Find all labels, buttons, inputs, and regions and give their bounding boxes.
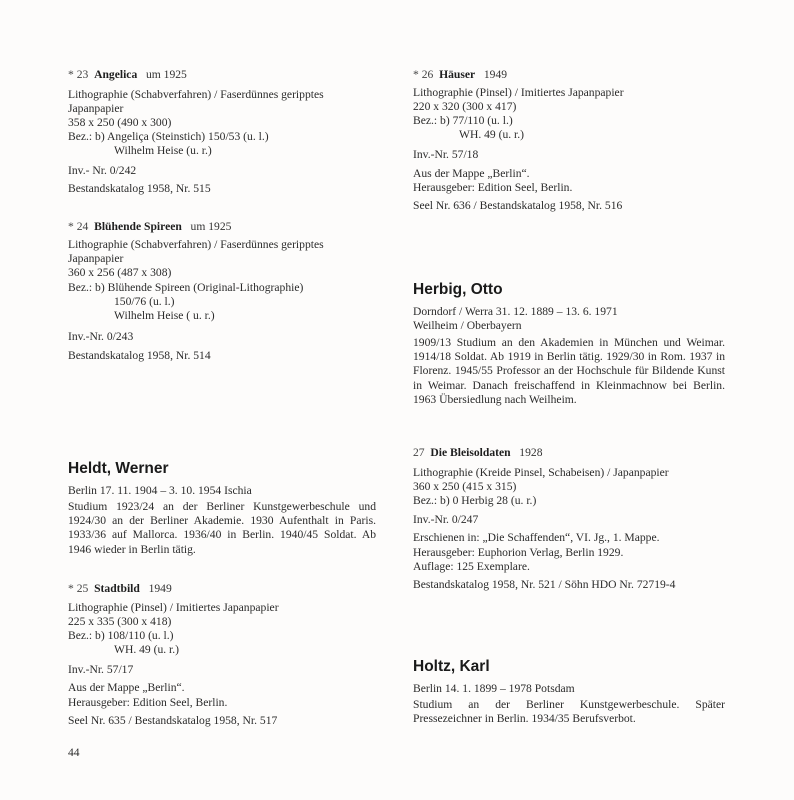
entry-26-catalog: Seel Nr. 636 / Bestandskatalog 1958, Nr. 516 [413,199,623,212]
entry-23-dimensions: 358 x 250 (490 x 300) [68,116,172,129]
entry-24-dimensions: 360 x 256 (487 x 308) [68,266,172,279]
artist-herbig-dates: Dorndorf / Werra 31. 12. 1889 – 13. 6. 1971 [413,305,618,318]
entry-27-title: Die Bleisoldaten [430,446,511,459]
entry-25-inventory: Inv.-Nr. 57/17 [68,663,134,676]
entry-24-inscription: Bez.: b) Blühende Spireen (Original-Lithographie) [68,281,304,294]
entry-23-inventory: Inv.- Nr. 0/242 [68,164,137,177]
entry-26-inventory: Inv.-Nr. 57/18 [413,148,479,161]
entry-25-title: Stadtbild [94,582,140,595]
artist-heldt-biography: Studium 1923/24 an der Berliner Kunstgewerbeschule und 1924/30 an der Berliner Akademie. 1930 Aufenthalt in Paris. 1933/36 auf Mallorca. 1936/40 in Berlin. 1940/45 Soldat. Ab 1946 wieder in Berlin tätig. [68,500,376,556]
entry-24-number: * 24 [68,220,89,233]
entry-26-technique: Lithographie (Pinsel) / Imitiertes Japanpapier [413,86,624,99]
entry-25-number: * 25 [68,582,89,595]
entry-24-technique: Lithographie (Schabverfahren) / Faserdünnes geripptes [68,238,324,251]
artist-herbig-name: Herbig, Otto [413,281,503,298]
entry-23-paper: Japanpapier [68,102,124,115]
entry-26-inscription: Bez.: b) 77/110 (u. l.) [413,114,513,127]
artist-herbig-place: Weilheim / Oberbayern [413,319,522,332]
entry-24-inventory: Inv.-Nr. 0/243 [68,330,134,343]
artist-heldt-dates: Berlin 17. 11. 1904 – 3. 10. 1954 Ischia [68,484,252,497]
entry-26-publisher: Herausgeber: Edition Seel, Berlin. [413,181,573,194]
entry-26-title: Häuser [439,68,476,81]
entry-24-paper: Japanpapier [68,252,124,265]
artist-holtz-biography: Studium an der Berliner Kunstgewerbeschule. Später Pressezeichner in Berlin. 1934/35 Berufsverbot. [413,698,725,726]
entry-25-dimensions: 225 x 335 (300 x 418) [68,615,172,628]
entry-26-year: 1949 [483,68,508,81]
entry-26-dimensions: 220 x 320 (300 x 417) [413,100,517,113]
entry-25-portfolio: Aus der Mappe „Berlin“. [68,681,185,694]
entry-25-inscription-signature: WH. 49 (u. r.) [114,643,180,656]
entry-25-publisher: Herausgeber: Edition Seel, Berlin. [68,696,228,709]
entry-24-year: um 1925 [190,220,232,233]
entry-26-number: * 26 [413,68,434,81]
entry-27-publisher: Herausgeber: Euphorion Verlag, Berlin 1929. [413,546,624,559]
entry-27-inscription: Bez.: b) 0 Herbig 28 (u. r.) [413,494,537,507]
artist-holtz-dates: Berlin 14. 1. 1899 – 1978 Potsdam [413,682,575,695]
entry-26-portfolio: Aus der Mappe „Berlin“. [413,167,530,180]
entry-23-heading [68,68,187,82]
entry-27-inventory: Inv.-Nr. 0/247 [413,513,479,526]
entry-27-heading [413,446,542,460]
entry-27-catalog: Bestandskatalog 1958, Nr. 521 / Söhn HDO Nr. 72719-4 [413,578,676,591]
entry-27-dimensions: 360 x 250 (415 x 315) [413,480,517,493]
page-number: 44 [68,746,80,759]
entry-24-catalog: Bestandskatalog 1958, Nr. 514 [68,349,211,362]
artist-heldt-name: Heldt, Werner [68,460,169,477]
artist-holtz-name: Holtz, Karl [413,658,490,675]
entry-23-number: * 23 [68,68,89,81]
entry-23-inscription: Bez.: b) Angeliça (Steinstich) 150/53 (u. l.) [68,130,269,143]
entry-23-title: Angelica [94,68,138,81]
entry-25-heading [68,582,172,596]
entry-25-catalog: Seel Nr. 635 / Bestandskatalog 1958, Nr. 517 [68,714,278,727]
entry-23-year: um 1925 [145,68,187,81]
entry-26-heading [413,68,507,82]
entry-27-year: 1928 [519,446,543,459]
entry-23-technique: Lithographie (Schabverfahren) / Faserdünnes geripptes [68,88,324,101]
entry-27-number: 27 [413,446,425,459]
entry-24-inscription-number: 150/76 (u. l.) [114,295,175,308]
entry-27-technique: Lithographie (Kreide Pinsel, Schabeisen) / Japanpapier [413,466,669,479]
entry-25-technique: Lithographie (Pinsel) / Imitiertes Japanpapier [68,601,279,614]
entry-24-title: Blühende Spireen [94,220,182,233]
entry-27-publication: Erschienen in: „Die Schaffenden“, VI. Jg., 1. Mappe. [413,531,660,544]
entry-23-catalog: Bestandskatalog 1958, Nr. 515 [68,182,211,195]
entry-26-inscription-signature: WH. 49 (u. r.) [459,128,525,141]
entry-23-inscription-signature: Wilhelm Heise (u. r.) [114,144,212,157]
entry-27-edition: Auflage: 125 Exemplare. [413,560,530,573]
entry-24-inscription-signature: Wilhelm Heise ( u. r.) [114,309,215,322]
entry-25-inscription: Bez.: b) 108/110 (u. l.) [68,629,174,642]
entry-25-year: 1949 [148,582,172,595]
entry-24-heading [68,220,231,234]
artist-herbig-biography: 1909/13 Studium an den Akademien in München und Weimar. 1914/18 Soldat. Ab 1919 in Berlin tätig. 1929/30 in Rom. 1937 in Florenz. 1945/55 Professor an der Hochschule für Bildende Kunst in Weimar. Danach freischaffend in Kleinmachnow bei Berlin. 1963 Übersiedlung nach Weilheim. [413,336,725,406]
